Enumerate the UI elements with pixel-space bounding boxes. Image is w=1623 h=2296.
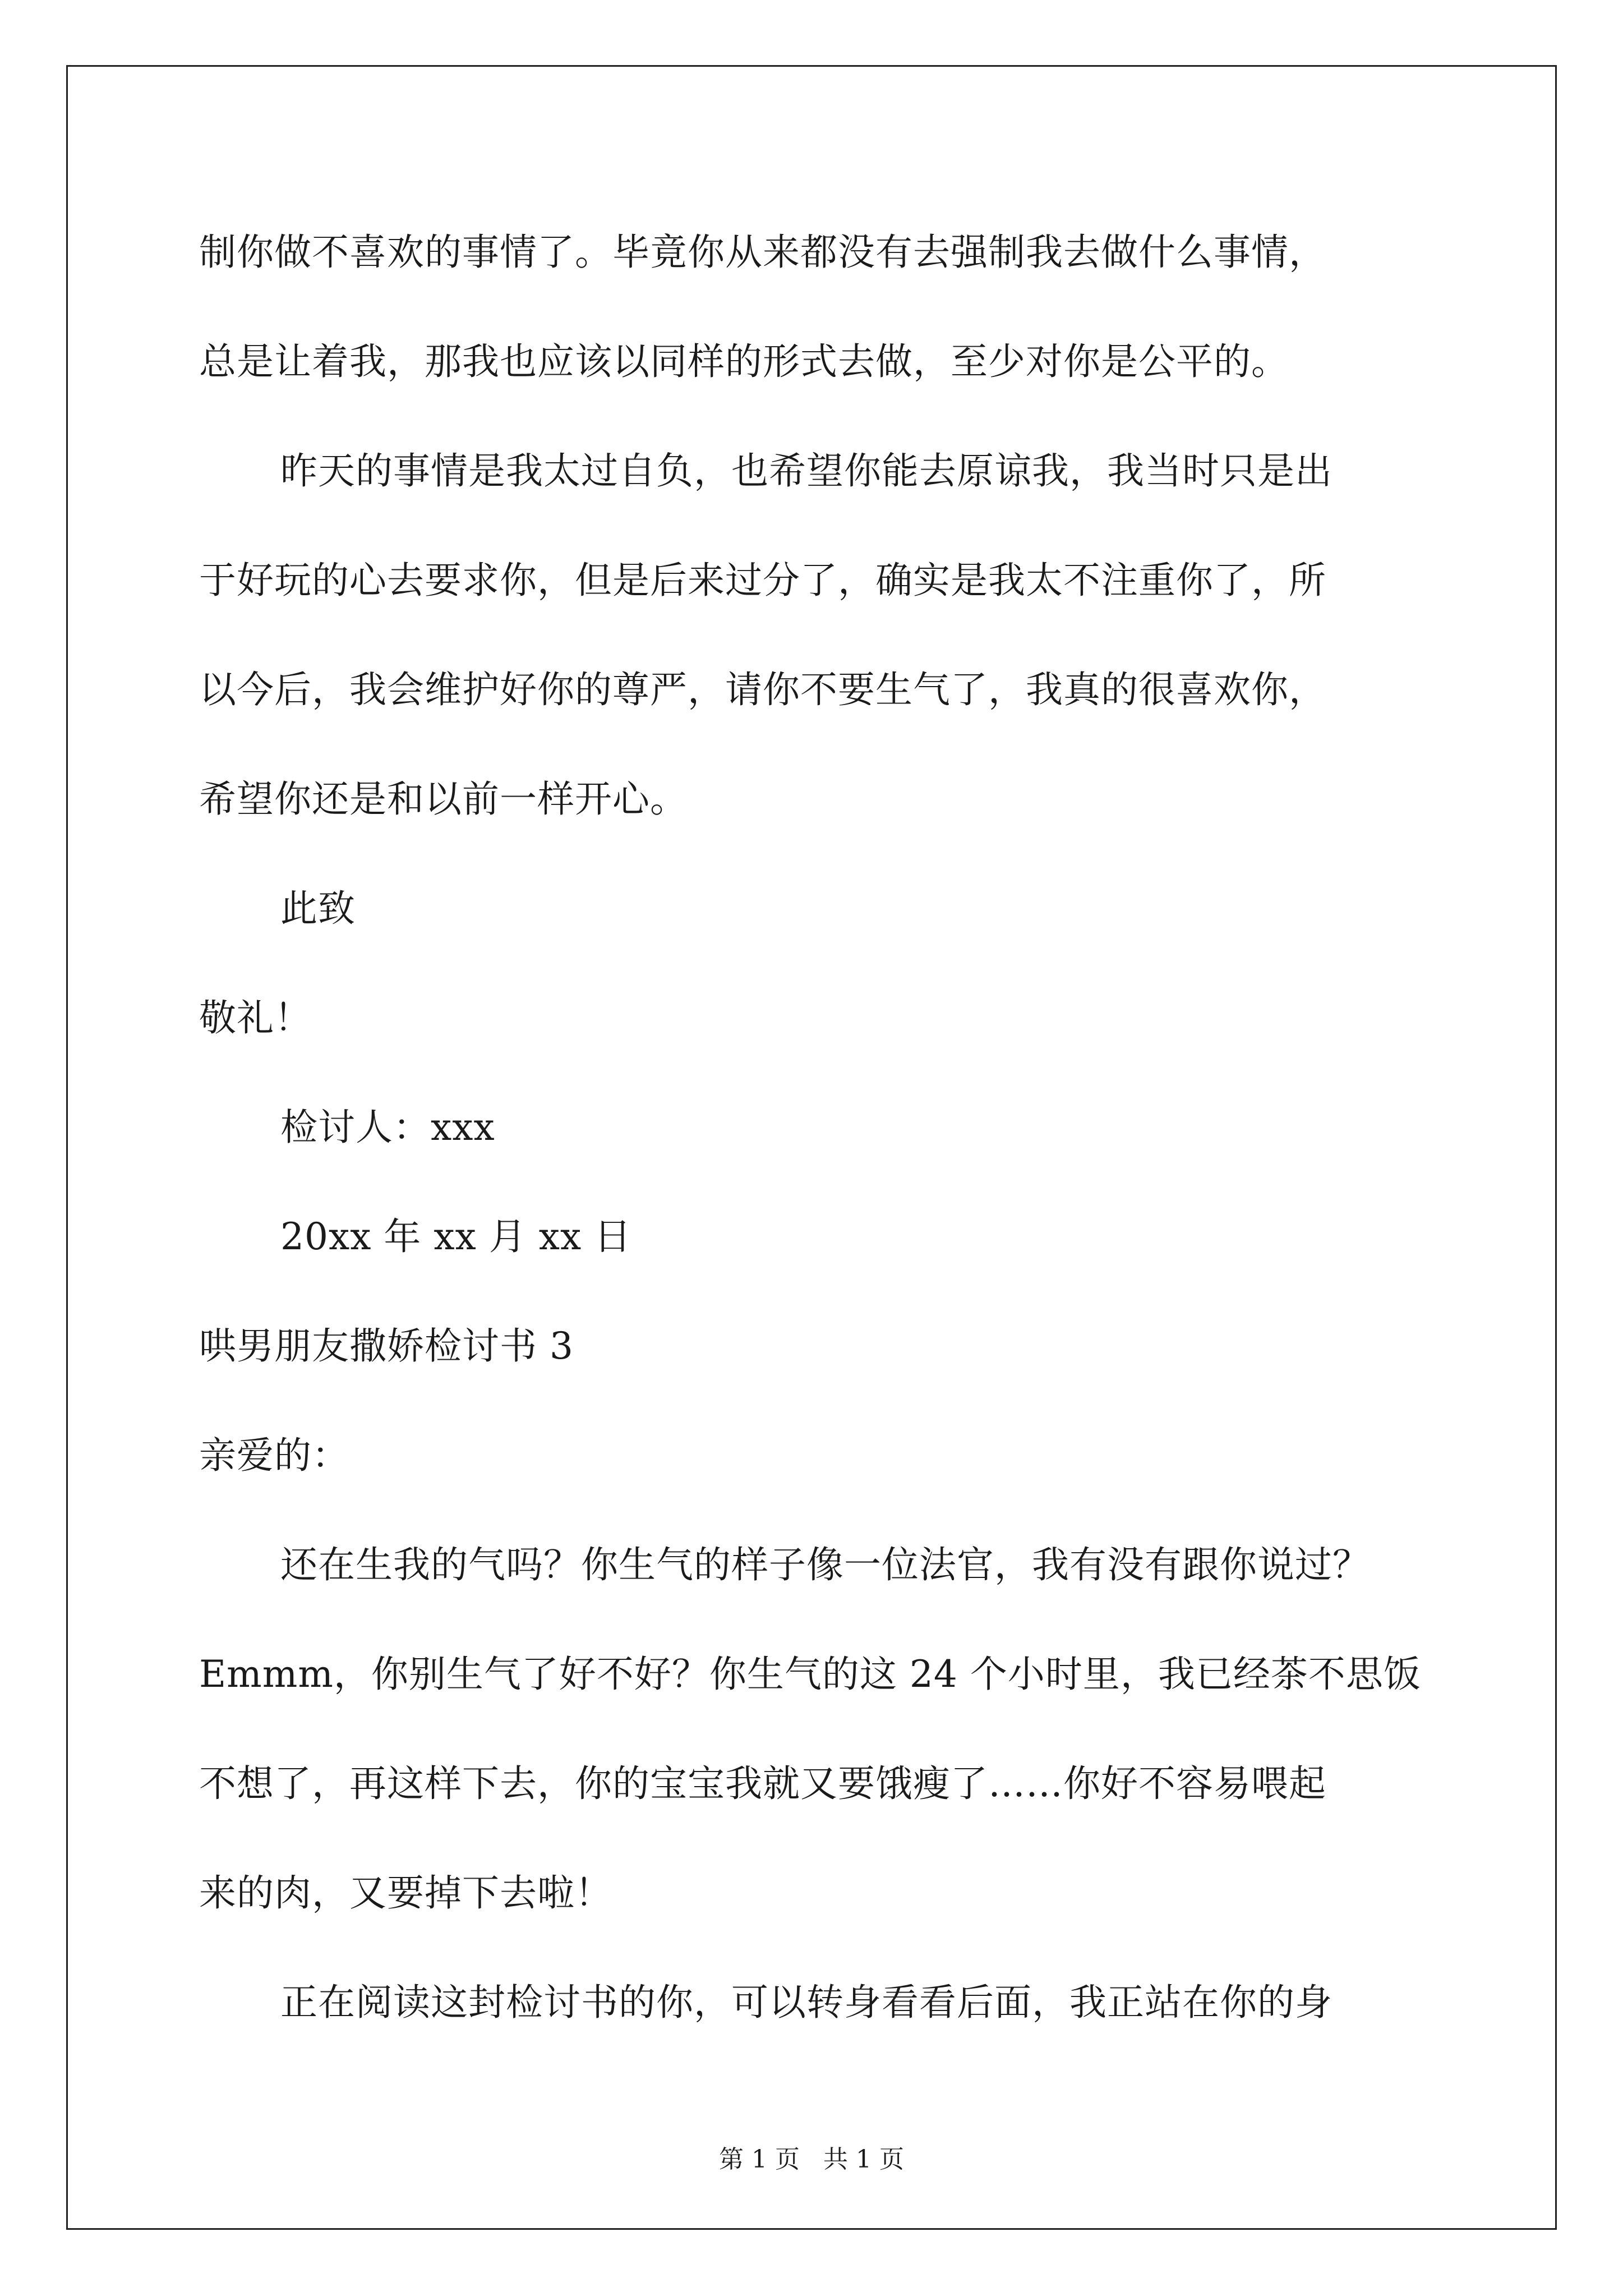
signature-line: 检讨人：xxx — [280, 1106, 495, 1149]
paragraph-line: 于好玩的心去要求你，但是后来过分了，确实是我太不注重你了，所 — [199, 559, 1326, 602]
closing-salutation: 此致 — [280, 887, 356, 930]
paragraph-line: 正在阅读这封检讨书的你，可以转身看看后面，我正站在你的身 — [280, 1981, 1332, 2024]
greeting-line: 亲爱的： — [199, 1434, 349, 1477]
paragraph-line: 以今后，我会维护好你的尊严，请你不要生气了，我真的很喜欢你， — [199, 668, 1326, 711]
date-line: 20xx 年 xx 月 xx 日 — [280, 1215, 632, 1258]
paragraph-line: 不想了，再这样下去，你的宝宝我就又要饿瘦了……你好不容易喂起 — [199, 1762, 1326, 1805]
paragraph-line: 还在生我的气吗？你生气的样子像一位法官，我有没有跟你说过？ — [280, 1543, 1370, 1586]
paragraph-line: 制你做不喜欢的事情了。毕竟你从来都没有去强制我去做什么事情， — [199, 231, 1326, 274]
page-footer: 第 1 页 共 1 页 — [719, 2145, 904, 2174]
paragraph-line: 来的肉，又要掉下去啦！ — [199, 1871, 612, 1915]
paragraph-line: 希望你还是和以前一样开心。 — [199, 777, 688, 821]
section-title: 哄男朋友撒娇检讨书 3 — [199, 1324, 574, 1368]
paragraph-line: Emmm，你别生气了好不好？你生气的这 24 个小时里，我已经茶不思饭 — [199, 1653, 1421, 1696]
closing-regards: 敬礼！ — [199, 996, 312, 1039]
paragraph-line: 总是让着我，那我也应该以同样的形式去做，至少对你是公平的。 — [199, 340, 1289, 383]
paragraph-line: 昨天的事情是我太过自负，也希望你能去原谅我，我当时只是出 — [280, 449, 1332, 493]
